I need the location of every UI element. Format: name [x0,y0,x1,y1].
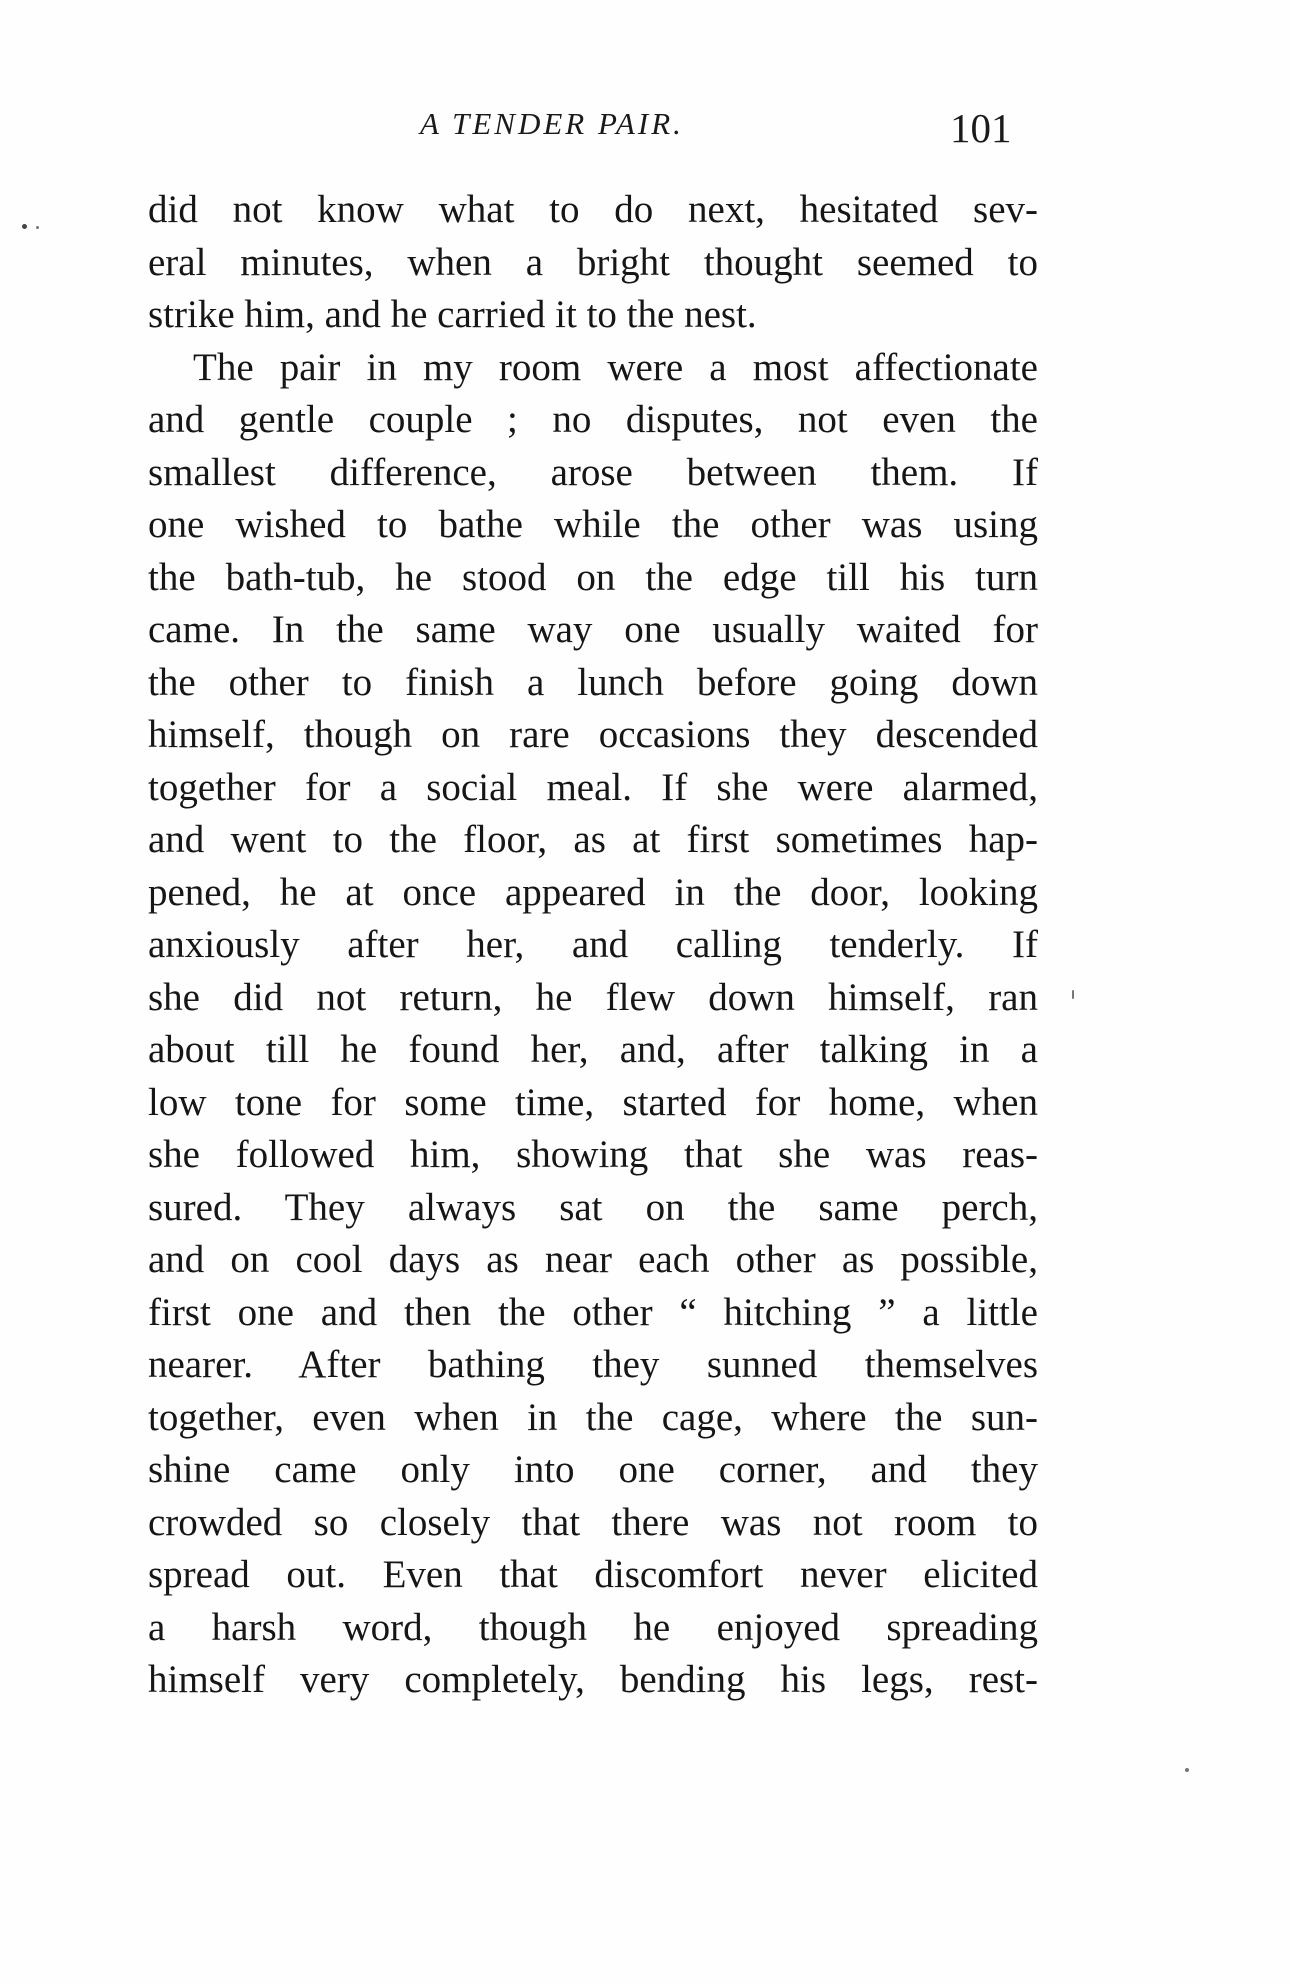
text-line: himself, though on rare occasions they descended [148,713,1038,756]
text-line: the other to finish a lunch before going down [148,660,1038,704]
text-line: together, even when in the cage, where the sun- [148,1395,1038,1439]
text-line: she did not return, he flew down himself, ran [148,975,1038,1019]
text-line: anxiously after her, and calling tenderly. If [148,923,1038,966]
text-line: smallest difference, arose between them. If [148,450,1038,494]
text-line: eral minutes, when a bright thought seemed to [148,240,1038,284]
body-text [148,184,1038,1707]
text-line: The pair in my room were a most affectionate [193,345,1038,389]
text-line: crowded so closely that there was not room to [148,1500,1038,1544]
paper-speck [22,224,27,229]
text-line: low tone for some time, started for home, when [148,1080,1038,1124]
text-line: pened, he at once appeared in the door, looking [148,870,1038,914]
text-line: spread out. Even that discomfort never elicited [148,1553,1038,1596]
text-line: and on cool days as near each other as possible, [148,1238,1038,1281]
page-number: 101 [950,105,1012,151]
text-line: the bath-tub, he stood on the edge till his turn [148,555,1038,599]
text-line: a harsh word, though he enjoyed spreading [148,1605,1038,1649]
text-line: came. In the same way one usually waited for [148,608,1038,651]
text-line: nearer. After bathing they sunned themselves [148,1343,1038,1386]
running-head: A TENDER PAIR. [420,106,684,141]
text-line: one wished to bathe while the other was using [148,503,1038,546]
text-line: first one and then the other “ hitching ” a little [148,1290,1038,1334]
text-line: shine came only into one corner, and they [148,1448,1038,1491]
text-line: and went to the floor, as at first sometimes hap- [148,818,1038,861]
paper-speck [1072,990,1074,999]
text-line: she followed him, showing that she was reas- [148,1133,1038,1176]
text-line: and gentle couple ; no disputes, not even the [148,398,1038,441]
text-line: together for a social meal. If she were alarmed, [148,765,1038,809]
text-line: strike him, and he carried it to the nest. [148,293,757,336]
text-line: about till he found her, and, after talking in a [148,1028,1038,1071]
text-line: did not know what to do next, hesitated sev- [148,188,1038,231]
text-line: sured. They always sat on the same perch, [148,1185,1038,1229]
paper-speck [1185,1768,1189,1772]
paper-speck [36,226,39,229]
text-line: himself very completely, bending his legs, rest- [148,1658,1038,1701]
